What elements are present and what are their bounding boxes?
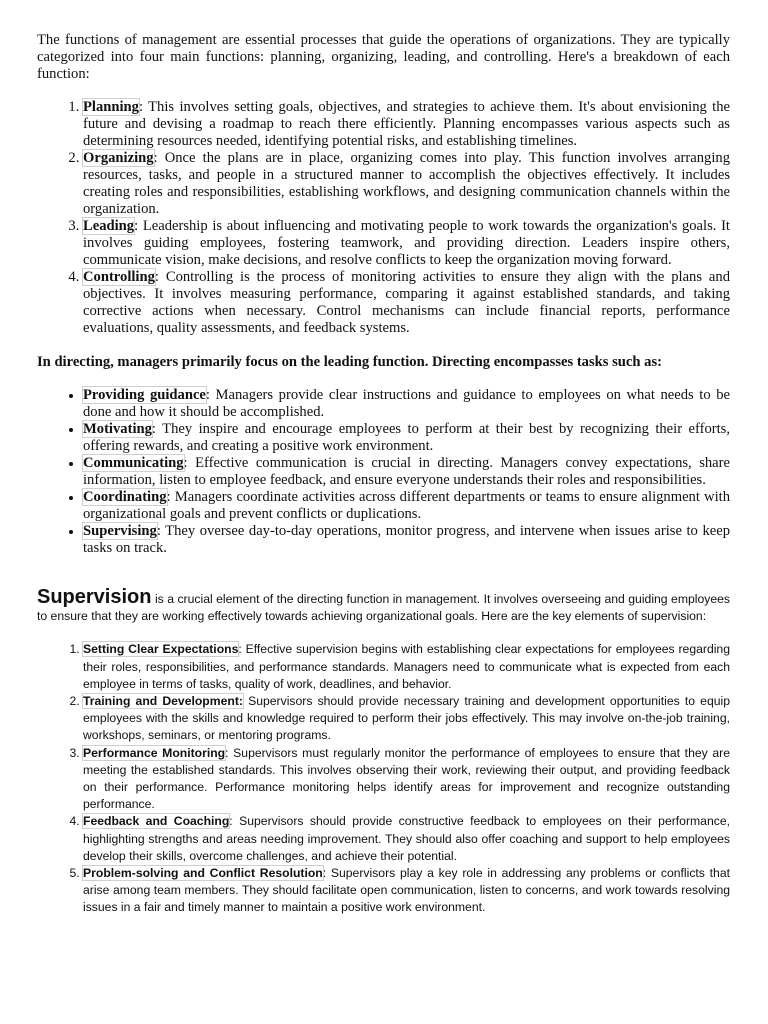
list-item <box>83 641 730 693</box>
task-term: Communicating <box>83 455 184 471</box>
element-text: : Effective supervision begins with establishing clear expectations for employees regarding their roles, responsibilities, and performance standards. Managers need to communicate what is expected from each employee in terms of tasks, quality of work, deadlines, and behavior. <box>83 642 730 691</box>
supervision-section <box>37 586 730 917</box>
function-text: : Controlling is the process of monitoring activities to ensure they align with the plans and objectives. It involves measuring performance, comparing it against established standards, and taking corrective actions when necessary. Control mechanisms can include financial reports, performance evaluations, quality assessments, and feedback systems. <box>83 269 730 336</box>
task-text: : They inspire and encourage employees to perform at their best by recognizing their efforts, offering rewards, and creating a positive work environment. <box>83 421 730 454</box>
function-term: Leading <box>83 218 135 234</box>
function-text: : Leadership is about influencing and motivating people to work towards the organization's goals. It involves guiding employees, fostering teamwork, and providing direction. Leaders inspire others, communicate vision, make decisions, and resolve conflicts to keep the organization moving forward. <box>83 218 730 268</box>
supervision-intro-text: is a crucial element of the directing function in management. It involves overseeing and guiding employees to ensure that they are working effectively towards achieving organizational goals. Here are the key elements of supervision: <box>37 592 730 624</box>
list-item <box>83 218 730 269</box>
list-item <box>83 421 730 455</box>
element-term: Problem-solving and Conflict Resolution <box>83 866 323 881</box>
task-term: Supervising <box>83 523 157 539</box>
function-term: Organizing <box>83 150 154 166</box>
functions-section <box>37 32 730 337</box>
task-term: Coordinating <box>83 489 167 505</box>
list-item <box>83 387 730 421</box>
element-term: Performance Monitoring <box>83 745 226 760</box>
directing-heading: In directing, managers primarily focus on the leading function. Directing encompasses tasks such as: <box>37 354 662 370</box>
list-item <box>83 99 730 150</box>
task-text: : They oversee day-to-day operations, monitor progress, and intervene when issues arise to keep tasks on track. <box>83 523 730 556</box>
list-item <box>83 455 730 489</box>
directing-section <box>37 354 730 557</box>
list-item <box>83 489 730 523</box>
directing-tasks-list <box>37 387 730 557</box>
list-item <box>83 745 730 814</box>
task-term: Motivating <box>83 421 152 437</box>
task-text: : Managers provide clear instructions and guidance to employees on what needs to be done and how it should be accomplished. <box>83 387 730 420</box>
task-text: : Managers coordinate activities across different departments or teams to ensure alignment with organizational goals and prevent conflicts or duplications. <box>83 489 730 522</box>
list-item <box>83 865 730 917</box>
function-term: Controlling <box>83 269 155 285</box>
element-term: Feedback and Coaching <box>83 814 230 829</box>
document-page <box>37 32 730 917</box>
functions-intro: The functions of management are essential processes that guide the operations of organizations. They are typically categorized into four main functions: planning, organizing, leading, and controlling. Here's a breakdown of each function: <box>37 32 730 82</box>
element-text: : Supervisors must regularly monitor the performance of employees to ensure that they are meeting the established standards. This involves observing their work, reviewing their output, and providing feedback on their performance. Performance monitoring helps identify areas for improvement and recognize outstanding performance. <box>83 745 730 812</box>
list-item <box>83 523 730 557</box>
element-term: Training and Development: <box>83 694 243 709</box>
function-text: : Once the plans are in place, organizing comes into play. This function involves arranging resources, tasks, and people in a structured manner to accomplish the objectives effectively. It includes creating roles and responsibilities, establishing workflows, and designing communication channels within the organization. <box>83 150 730 217</box>
supervision-elements-list <box>37 641 730 916</box>
task-text: : Effective communication is crucial in directing. Managers convey expectations, share information, listen to employee feedback, and ensure everyone understands their roles and responsibilities. <box>83 455 730 488</box>
list-item <box>83 693 730 745</box>
element-term: Setting Clear Expectations <box>83 642 239 657</box>
supervision-intro <box>37 586 730 625</box>
list-item <box>83 269 730 337</box>
list-item <box>83 813 730 865</box>
element-text: : Supervisors play a key role in addressing any problems or conflicts that arise among team members. They should facilitate open communication, listen to concerns, and work towards resolving issues in a fair and timely manner to maintain a positive work environment. <box>83 866 730 915</box>
function-term: Planning <box>83 99 139 115</box>
list-item <box>83 150 730 218</box>
functions-list <box>37 99 730 337</box>
task-term: Providing guidance <box>83 387 206 403</box>
element-text: Supervisors should provide necessary training and development opportunities to equip employees with the skills and knowledge required to perform their jobs effectively. This may involve on-the-job training, workshops, seminars, or mentoring programs. <box>83 694 730 743</box>
element-text: : Supervisors should provide constructive feedback to employees on their performance, highlighting strengths and areas needing improvement. They should also offer coaching and support to help employees develop their skills, overcome challenges, and achieve their potential. <box>83 814 730 863</box>
function-text: : This involves setting goals, objectives, and strategies to achieve them. It's about envisioning the future and devising a roadmap to reach there efficiently. Planning encompasses various aspects such as determining resources needed, identifying potential risks, and establishing timelines. <box>83 99 730 149</box>
supervision-title: Supervision <box>37 586 152 608</box>
